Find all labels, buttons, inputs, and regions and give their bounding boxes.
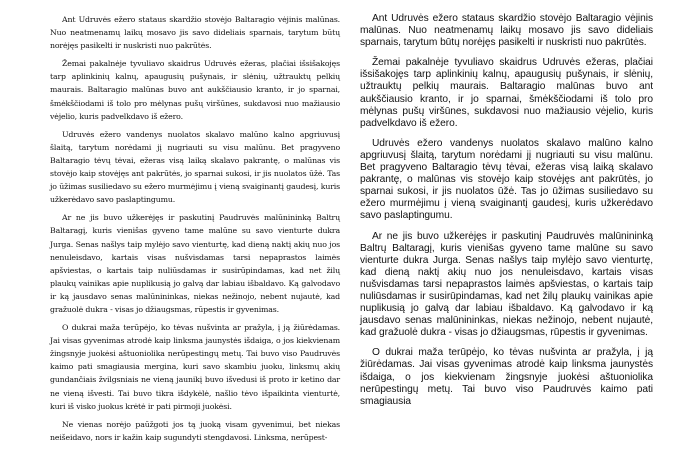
left-column-scanned-text xyxy=(50,13,340,449)
left-paragraph-1: Ant Udruvės ežero stataus skardžio stovėjo Baltaragio vėjinis malūnas. Nuo neatmenamų laikų mosavo jis savo dideliais sparnais, tarytum būtų norėjęs pasikelti ir nuskristi nuo pakrūtės. xyxy=(50,15,340,51)
left-paragraph-2: Žemai pakalnėje tyvuliavo skaidrus Udruvės ežeras, plačiai išsišakojęs tarp aplinkinių kalnų, apaugusių pušynais, ir slėnių, užtrauktų pelkių maurais. Baltaragio malūnas buvo ant aukščiausio kranto, ir jo sparnai, šmėkščiodami iš tolo pro mėlynas pušų viršūnes, sukdavosi nuo mažiausio vėjelio, kuris padvelkdavo iš ežero. xyxy=(50,59,340,121)
right-column-ocr-text xyxy=(360,13,653,416)
left-paragraph-3: Udruvės ežero vandenys nuolatos skalavo malūno kalno apgriuvusį šlaitą, tarytum norėdami jį nugriauti su visu malūnu. Bet pragyveno Baltaragio tėvų tėvai, ežeras visą laiką skalavo pakrantę, o malūnas vis stovėjo kaip stovėjęs ant pakrūtės, jo sparnai sukosi, ir jis nuolatos ūžė. Tas jo ūžimas susiliedavo su ežero murmėjimu į vieną svaiginantį gaudesį, kuris užkerėdavo savo paslaptingumu. xyxy=(50,129,340,205)
right-paragraph-5: O dukrai maža terūpėjo, ko tėvas nušvinta ar pražyla, į ją žiūrėdamas. Jai visas gyvenimas atrodė kaip linksma jaunystės išdaiga, o jos kiekvienam žingsnyje juokėsi aštuoniolika nerūpestingų metų. Tai buvo viso Paudruvės kaimo pati smagiausia xyxy=(360,347,653,407)
right-paragraph-2: Žemai pakalnėje tyvuliavo skaidrus Udruvės ežeras, plačiai išsišakojęs tarp aplinkinių kalnų, apaugusių pušynais, ir slėnių, užtrauktų pelkių maurais. Baltaragio malūnas buvo ant aukščiausio kranto, ir jo sparnai, šmėkščiodami iš tolo pro mėlynas pušų viršūnes, sukdavosi nuo mažiausio vėjelio, kuris padvelkdavo iš ežero. xyxy=(360,57,653,129)
left-paragraph-4: Ar ne jis buvo užkerėjęs ir paskutinį Paudruvės malūnininką Baltrų Baltaragį, kuris vienišas gyveno tame malūne su savo vienturte dukra Jurga. Senas našlys taip mylėjo savo vienturtę, kad dieną naktį akių nuo jos nenuleisdavo, kartais visas nušvisdamas tarsi nepaprastos laimės apšviestas, o kartais taip nuliūsdamas ir susirūpindamas, kad net žilų plaukų vainikas apie nuplikusią jo galvą dar labiau išbaldavo. Ką galvodavo ir ką jausdavo senas malūnininkas, niekas nežinojo, nebent nujautė, kad gražuolė dukra - visas jo džiaugsmas, rūpestis ir gyvenimas. xyxy=(50,213,340,314)
right-paragraph-3: Udruvės ežero vandenys nuolatos skalavo malūno kalno apgriuvusį šlaitą, tarytum norėdami jį nugriauti su visu malūnu. Bet pragyveno Baltaragio tėvų tėvai, ežeras visą laiką skalavo pakrantę, o malūnas vis stovėjo kaip stovėjęs ant pakrūtės, jo sparnai sukosi, ir jis nuolatos ūžė. Tas jo ūžimas susiliedavo su ežero murmėjimu į vieną svaiginantį gaudesį, kuris užkerėdavo savo paslaptingumu. xyxy=(360,137,653,222)
right-paragraph-1: Ant Udruvės ežero statаus skardžio stovėjo Baltaragio vėjinis malūnas. Nuo neatmenamų laikų mosavo jis savo dideliais sparnais, tarytum būtų norėjęs pasikelti ir nuskristi nuo pakrūtės. xyxy=(360,13,653,49)
left-paragraph-5: O dukrai maža terūpėjo, ko tėvas nušvinta ar pražyla, į ją žiūrėdamas. Jai visas gyvenimas atrodė kaip linksma jaunystės išdaiga, o jos kiekvienam žingsnyje juokėsi aštuoniolika nerūpestingų metų. Tai buvo viso Paudruvės kaimo pati smagiausia mergina, kuri savo skambiu juoku, linksmų akių gundančiais žvilgsniais ne vieną jaunikį buvo išvedusi iš proto ir ketino dar ne vieną išvesti. Tai buvo tikra išdykėlė, našlio tėvo išpaikinta vienturtė, kuri iš visko juokus krėtė ir pati pirmoji juokėsi. xyxy=(50,323,340,411)
right-paragraph-4: Ar ne jis buvo užkerėjęs ir paskutinį Paudruvės malūnininką Baltrų Baltaragį, kuris vienišas gyveno tame malūne su savo vienturte dukra Jurga. Senas našlys taip mylėjo savo vienturtę, kad dieną naktį akių nuo jos nenuleisdavo, kartais visas nušvisdamas tarsi nepaprastos laimės apšviestas, o kartais taip nuliūsdamas ir susirūpindamas, kad net žilų plaukų vainikas apie nuplikusią jo galvą dar labiau išbaldavo. Ką galvodavo ir ką jausdavo senas malūnininkas, niekas nežinojo, nebent nujautė, kad gražuolė dukra - visas jo džiaugsmas, rūpestis ir gyvenimas. xyxy=(360,230,653,339)
left-paragraph-6: Ne vienas norėjo paūžgoti jos tą juoką visam gyvenimui, bet niekas neišeidavo, nors ir kažin kaip sugundyti stengdavosi. Linksma, nerūpest- xyxy=(50,419,340,442)
